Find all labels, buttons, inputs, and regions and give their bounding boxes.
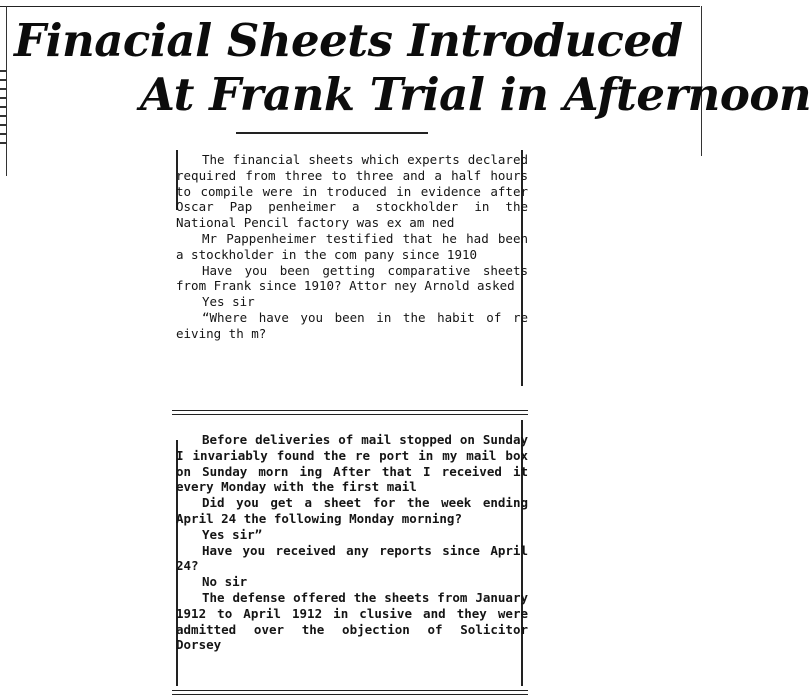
clipping-left-border [6, 6, 7, 176]
paragraph: Yes sir” [202, 526, 263, 542]
section-double-rule [172, 410, 528, 415]
paragraph: Have you been getting comparative sheets from Frank since 1910? Attor ney Arnold asked [176, 262, 528, 294]
paragraph: Yes sir [202, 294, 255, 310]
section-double-rule [172, 690, 528, 695]
paragraph: Have you received any reports since April 24? [176, 542, 528, 574]
headline-rule [236, 132, 428, 134]
paragraph: No sir [202, 574, 248, 590]
paragraph: Did you get a sheet for the week ending April 24 the following Monday morning? [176, 495, 528, 526]
headline-line-2: At Frank Trial in Afternoon [140, 68, 811, 121]
paragraph: The financial sheets which experts declared required from three to three and a half hours to compile were in troduced in evidence after Oscar Pap penheimer a stockholder in the National Pencil factory was ex am ned [176, 152, 528, 231]
paragraph: Mr Pappenheimer testified that he had been a stockholder in the com pany since 1910 [176, 230, 528, 262]
article-body-1 [176, 152, 528, 402]
article-body-2 [176, 432, 528, 682]
paragraph: The defense offered the sheets from January 1912 to April 1912 in clusive and they were admitted over the objection of Solicitor Dorsey [176, 589, 528, 653]
headline-line-1: Finacial Sheets Introduced [14, 14, 683, 67]
paragraph: Before deliveries of mail stopped on Sunday I invariably found the re port in my mail box on Sunday morn ing After that I received it every Monday with the first mail [176, 432, 528, 495]
torn-edge-marks [0, 70, 6, 150]
paragraph: “Where have you been in the habit of re eiving th m? [176, 309, 528, 341]
clipping-top-border [0, 6, 700, 7]
